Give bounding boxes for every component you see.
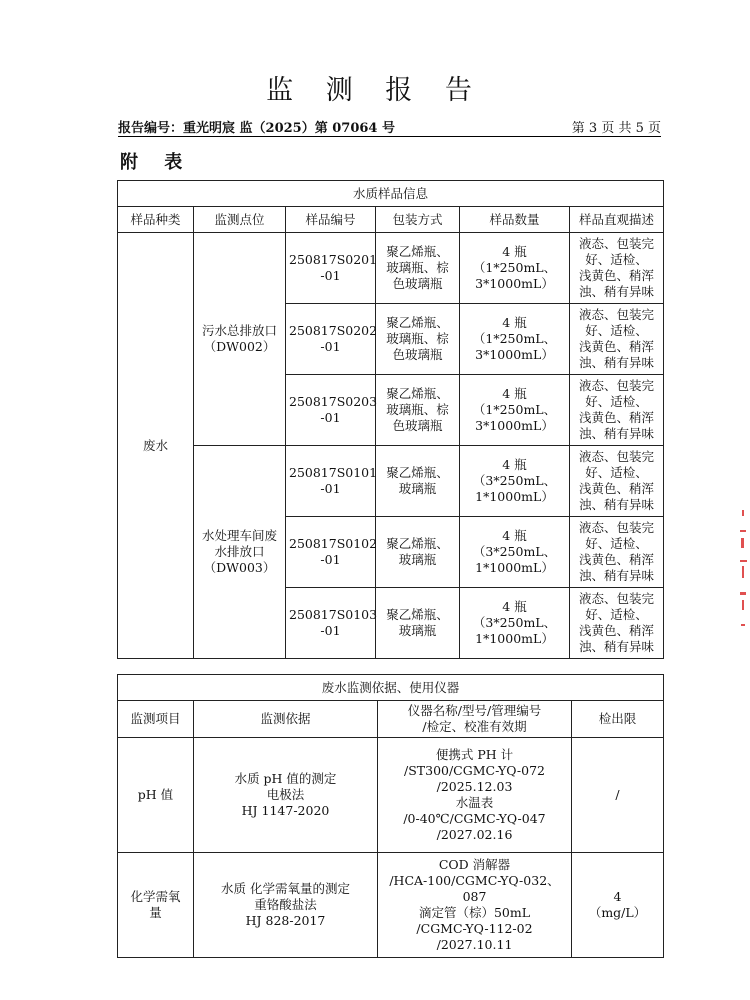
item-cell: pH 值 (118, 738, 194, 853)
sample-id-cell: 250817S0101 -01 (286, 446, 376, 517)
page-info: 第 3 页 共 5 页 (571, 121, 661, 136)
column-header: 样品种类 (118, 207, 194, 233)
packaging-cell: 聚乙烯瓶、 玻璃瓶 (376, 446, 460, 517)
sample-id-cell: 250817S0202 -01 (286, 304, 376, 375)
description-cell: 液态、包装完 好、适检、 浅黄色、稍浑 浊、稍有异味 (570, 304, 664, 375)
column-header: 样品编号 (286, 207, 376, 233)
column-header: 样品直观描述 (570, 207, 664, 233)
quantity-cell: 4 瓶 （3*250mL、 1*1000mL） (460, 588, 570, 659)
sample-section-title: 水质样品信息 (118, 181, 664, 207)
item-cell: 化学需氧 量 (118, 853, 194, 958)
quantity-cell: 4 瓶 （1*250mL、 3*1000mL） (460, 304, 570, 375)
packaging-cell: 聚乙烯瓶、 玻璃瓶、棕 色玻璃瓶 (376, 233, 460, 304)
quantity-cell: 4 瓶 （1*250mL、 3*1000mL） (460, 375, 570, 446)
column-header: 监测依据 (194, 701, 378, 738)
column-header: 仪器名称/型号/管理编号 /检定、校准有效期 (378, 701, 572, 738)
column-header: 检出限 (572, 701, 664, 738)
sample-header-row (118, 207, 664, 233)
column-header: 监测点位 (194, 207, 286, 233)
description-cell: 液态、包装完 好、适检、 浅黄色、稍浑 浊、稍有异味 (570, 233, 664, 304)
monitoring-point-cell: 水处理车间废 水排放口 （DW003） (194, 446, 286, 659)
column-header: 包装方式 (376, 207, 460, 233)
sample-id-cell: 250817S0103 -01 (286, 588, 376, 659)
sample-id-cell: 250817S0102 -01 (286, 517, 376, 588)
column-header: 监测项目 (118, 701, 194, 738)
table-row (118, 233, 664, 304)
description-cell: 液态、包装完 好、适检、 浅黄色、稍浑 浊、稍有异味 (570, 375, 664, 446)
method-instrument-table (117, 674, 664, 958)
instrument-cell: COD 消解器 /HCA-100/CGMC-YQ-032、087 滴定管（棕）50mL /CGMC-YQ-112-02 /2027.10.11 (378, 853, 572, 958)
sample-type-cell: 废水 (118, 233, 194, 659)
limit-cell: / (572, 738, 664, 853)
sample-id-cell: 250817S0201 -01 (286, 233, 376, 304)
column-header: 样品数量 (460, 207, 570, 233)
instrument-cell: 便携式 PH 计 /ST300/CGMC-YQ-072 /2025.12.03 水温表 /0-40℃/CGMC-YQ-047 /2027.02.16 (378, 738, 572, 853)
description-cell: 液态、包装完 好、适检、 浅黄色、稍浑 浊、稍有异味 (570, 588, 664, 659)
report-number: 报告编号：重光明宸 监（2025）第 07064 号 (118, 121, 395, 136)
table-row (118, 738, 664, 853)
report-title: 监 测 报 告 (266, 75, 484, 106)
basis-cell: 水质 化学需氧量的测定 重铬酸盐法 HJ 828-2017 (194, 853, 378, 958)
appendix-title: 附 表 (120, 152, 193, 173)
packaging-cell: 聚乙烯瓶、 玻璃瓶 (376, 517, 460, 588)
sample-id-cell: 250817S0203 -01 (286, 375, 376, 446)
packaging-cell: 聚乙烯瓶、 玻璃瓶、棕 色玻璃瓶 (376, 375, 460, 446)
packaging-cell: 聚乙烯瓶、 玻璃瓶、棕 色玻璃瓶 (376, 304, 460, 375)
quantity-cell: 4 瓶 （1*250mL、 3*1000mL） (460, 233, 570, 304)
quantity-cell: 4 瓶 （3*250mL、 1*1000mL） (460, 446, 570, 517)
table-row (118, 853, 664, 958)
limit-cell: 4 （mg/L） (572, 853, 664, 958)
header-divider (118, 136, 661, 137)
table-row (118, 446, 664, 517)
packaging-cell: 聚乙烯瓶、 玻璃瓶 (376, 588, 460, 659)
description-cell: 液态、包装完 好、适检、 浅黄色、稍浑 浊、稍有异味 (570, 517, 664, 588)
description-cell: 液态、包装完 好、适检、 浅黄色、稍浑 浊、稍有异味 (570, 446, 664, 517)
sample-info-table (117, 180, 664, 659)
monitoring-point-cell: 污水总排放口 （DW002） (194, 233, 286, 446)
method-header-row (118, 701, 664, 738)
quantity-cell: 4 瓶 （3*250mL、 1*1000mL） (460, 517, 570, 588)
method-section-title: 废水监测依据、使用仪器 (118, 675, 664, 701)
seal-stamp-edge (736, 500, 750, 640)
basis-cell: 水质 pH 值的测定 电极法 HJ 1147-2020 (194, 738, 378, 853)
